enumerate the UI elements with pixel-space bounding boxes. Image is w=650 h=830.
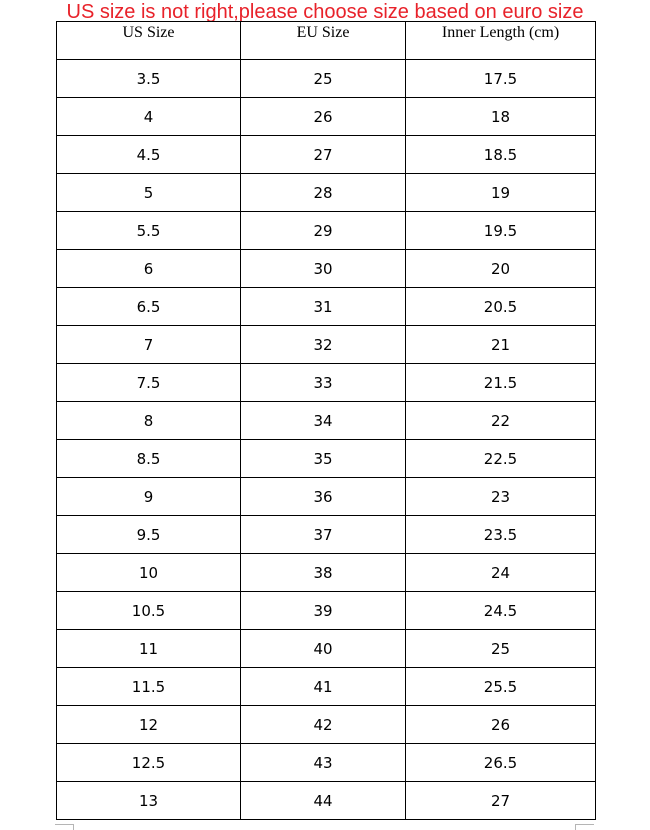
table-row	[57, 60, 596, 98]
page-corner-mark-left	[55, 824, 74, 830]
inner-length-header: Inner Length (cm)	[406, 22, 596, 60]
inner-length-cell: 26	[406, 706, 596, 744]
eu-size-cell: 26	[241, 98, 406, 136]
table-row	[57, 174, 596, 212]
us-size-cell: 3.5	[57, 60, 241, 98]
inner-length-cell: 24.5	[406, 592, 596, 630]
table-row	[57, 364, 596, 402]
eu-size-cell: 44	[241, 782, 406, 820]
us-size-cell: 11.5	[57, 668, 241, 706]
inner-length-cell: 21	[406, 326, 596, 364]
us-size-cell: 5.5	[57, 212, 241, 250]
table-row	[57, 782, 596, 820]
table-row	[57, 402, 596, 440]
inner-length-cell: 19.5	[406, 212, 596, 250]
inner-length-cell: 24	[406, 554, 596, 592]
inner-length-cell: 22.5	[406, 440, 596, 478]
table-row	[57, 136, 596, 174]
inner-length-cell: 20.5	[406, 288, 596, 326]
table-row	[57, 516, 596, 554]
eu-size-header: EU Size	[241, 22, 406, 60]
us-size-cell: 12	[57, 706, 241, 744]
eu-size-cell: 42	[241, 706, 406, 744]
us-size-cell: 10	[57, 554, 241, 592]
inner-length-cell: 22	[406, 402, 596, 440]
inner-length-cell: 21.5	[406, 364, 596, 402]
table-row	[57, 592, 596, 630]
table-row	[57, 212, 596, 250]
table-row	[57, 326, 596, 364]
table-row	[57, 706, 596, 744]
eu-size-cell: 34	[241, 402, 406, 440]
us-size-cell: 9.5	[57, 516, 241, 554]
eu-size-cell: 32	[241, 326, 406, 364]
eu-size-cell: 36	[241, 478, 406, 516]
us-size-cell: 11	[57, 630, 241, 668]
eu-size-cell: 35	[241, 440, 406, 478]
inner-length-cell: 27	[406, 782, 596, 820]
eu-size-cell: 25	[241, 60, 406, 98]
inner-length-cell: 20	[406, 250, 596, 288]
table-row	[57, 288, 596, 326]
us-size-cell: 12.5	[57, 744, 241, 782]
us-size-cell: 8.5	[57, 440, 241, 478]
us-size-header: US Size	[57, 22, 241, 60]
table-row	[57, 250, 596, 288]
eu-size-cell: 40	[241, 630, 406, 668]
size-chart-table	[56, 21, 596, 820]
inner-length-cell: 25	[406, 630, 596, 668]
us-size-cell: 8	[57, 402, 241, 440]
eu-size-cell: 31	[241, 288, 406, 326]
inner-length-cell: 19	[406, 174, 596, 212]
eu-size-cell: 28	[241, 174, 406, 212]
size-notice: US size is not right,please choose size based on euro size	[66, 1, 584, 23]
table-row	[57, 668, 596, 706]
table-row	[57, 554, 596, 592]
us-size-cell: 7.5	[57, 364, 241, 402]
us-size-cell: 4.5	[57, 136, 241, 174]
inner-length-cell: 18	[406, 98, 596, 136]
table-row	[57, 478, 596, 516]
eu-size-cell: 29	[241, 212, 406, 250]
us-size-cell: 4	[57, 98, 241, 136]
eu-size-cell: 33	[241, 364, 406, 402]
eu-size-cell: 27	[241, 136, 406, 174]
table-row	[57, 440, 596, 478]
inner-length-cell: 25.5	[406, 668, 596, 706]
us-size-cell: 9	[57, 478, 241, 516]
inner-length-cell: 26.5	[406, 744, 596, 782]
eu-size-cell: 39	[241, 592, 406, 630]
us-size-cell: 13	[57, 782, 241, 820]
inner-length-cell: 23	[406, 478, 596, 516]
eu-size-cell: 38	[241, 554, 406, 592]
table-row	[57, 630, 596, 668]
table-row	[57, 744, 596, 782]
inner-length-cell: 23.5	[406, 516, 596, 554]
page-corner-mark-right	[575, 824, 594, 830]
inner-length-cell: 18.5	[406, 136, 596, 174]
us-size-cell: 10.5	[57, 592, 241, 630]
us-size-cell: 6.5	[57, 288, 241, 326]
table-header-row	[57, 22, 596, 60]
eu-size-cell: 43	[241, 744, 406, 782]
us-size-cell: 5	[57, 174, 241, 212]
eu-size-cell: 37	[241, 516, 406, 554]
table-row	[57, 98, 596, 136]
eu-size-cell: 41	[241, 668, 406, 706]
us-size-cell: 6	[57, 250, 241, 288]
eu-size-cell: 30	[241, 250, 406, 288]
inner-length-cell: 17.5	[406, 60, 596, 98]
us-size-cell: 7	[57, 326, 241, 364]
